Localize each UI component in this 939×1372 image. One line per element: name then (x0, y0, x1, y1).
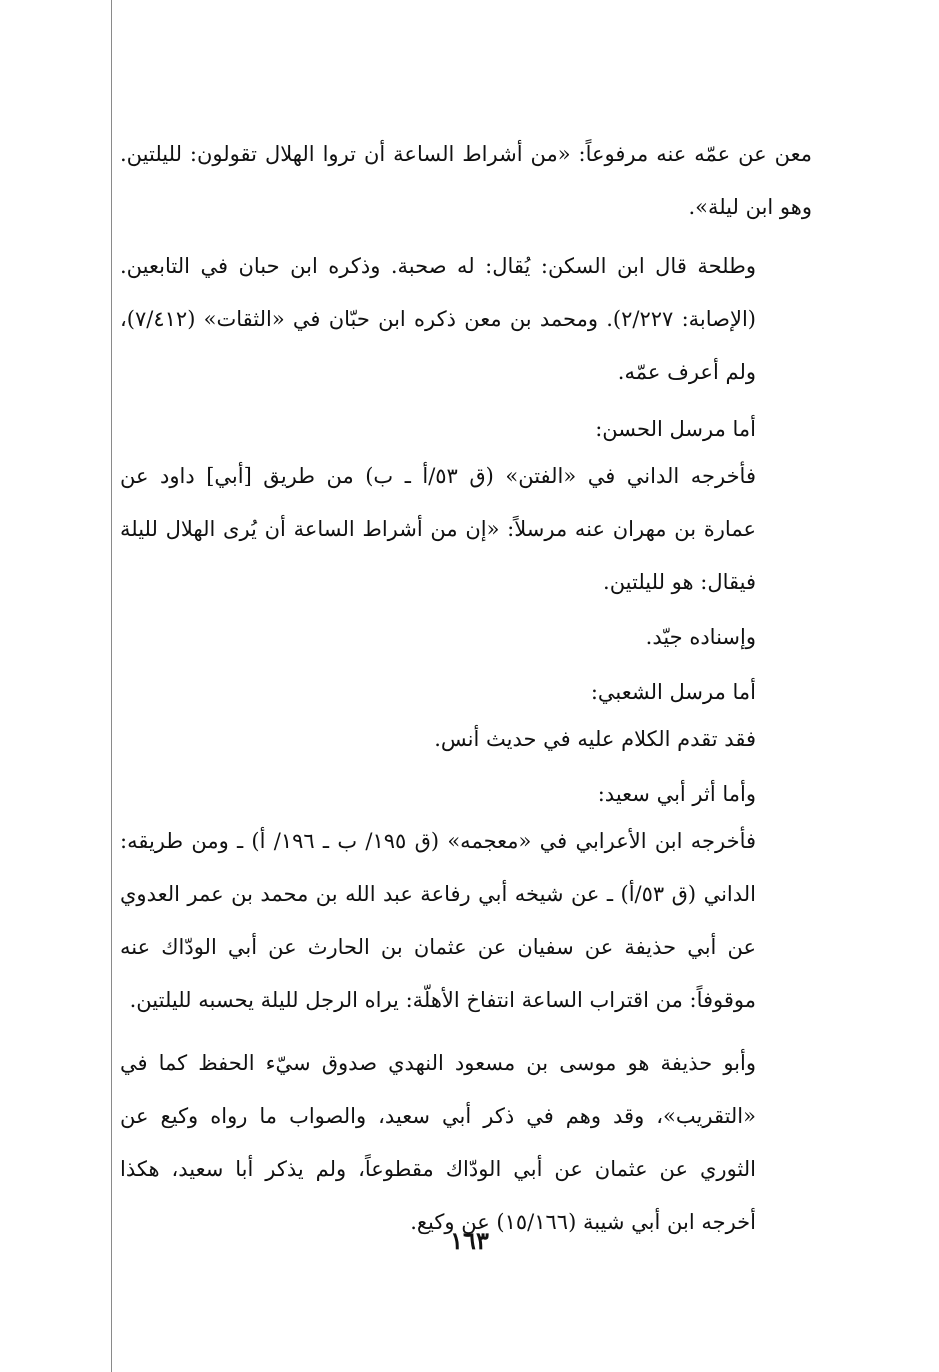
paragraph: وأبو حذيفة هو موسى بن مسعود النهدي صدوق سيّء الحفظ كما في «التقريب»، وقد وهم في ذكر أبي سعيد، والصواب ما رواه وكيع عن الثوري عن عثمان عن أبي الودّاك مقطوعاً، ولم يذكر أبا سعيد، هكذا أخرجه ابن أبي شيبة (١٥/١٦٦) عن وكيع. (120, 1051, 756, 1234)
paragraph: فقد تقدم الكلام عليه في حديث أنس. (434, 727, 756, 751)
paragraph: أما مرسل الشعبي: (590, 680, 756, 704)
margin-rule (111, 0, 112, 1372)
paragraph: أما مرسل الحسن: (595, 417, 756, 441)
page-number: ١٦٣ (450, 1226, 489, 1255)
paragraph: معن عن عمّه عنه مرفوعاً: «من أشراط الساعة أن تروا الهلال تقولون: لليلتين. وهو ابن ليلة». (120, 142, 812, 219)
paragraph: وإسناده جيّد. (645, 625, 756, 649)
paragraph: وطلحة قال ابن السكن: يُقال: له صحبة. وذكره ابن حبان في التابعين. (الإصابة: ٢/٢٢٧). ومحمد بن معن ذكره ابن حبّان في «الثقات» (٧/٤١٢)، ولم أعرف عمّه. (120, 254, 756, 384)
page-body (120, 128, 812, 1249)
paragraph: فأخرجه الداني في «الفتن» (ق ٥٣/أ ـ ب) من طريق [أبي] داود عن عمارة بن مهران عنه مرسلاً: «إن من أشراط الساعة أن يُرى الهلال لليلة فيقال: هو لليلتين. (120, 464, 756, 594)
paragraph: فأخرجه ابن الأعرابي في «معجمه» (ق ١٩٥/ ب ـ ١٩٦/ أ) ـ ومن طريقه: الداني (ق ٥٣/أ) ـ عن شيخه أبي رفاعة عبد الله بن محمد بن عمر العدوي عن أبي حذيفة عن سفيان عن عثمان بن الحارث عن أبي الودّاك عنه موقوفاً: من اقتراب الساعة انتفاخ الأهلّة: يراه الرجل لليلة يحسبه لليلتين. (120, 829, 757, 1012)
paragraph: وأما أثر أبي سعيد: (597, 782, 756, 806)
